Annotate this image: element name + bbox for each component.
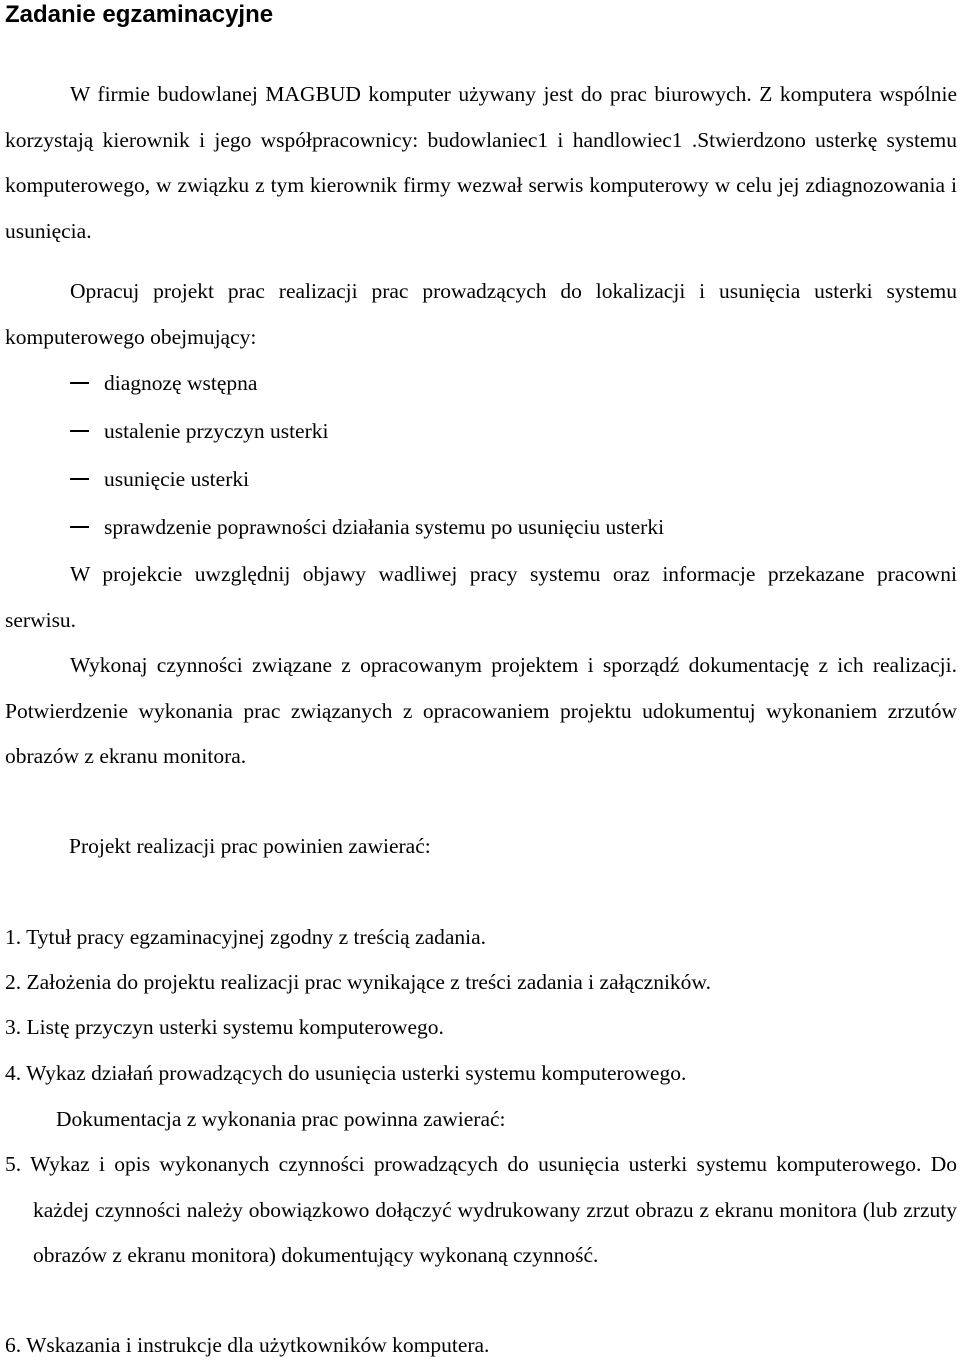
documentation-item (5, 1142, 957, 1279)
documentation-item-number: 5. (5, 1152, 22, 1176)
project-item (5, 1051, 957, 1097)
project-item-number: 1. (5, 925, 22, 949)
task-list-item-text: ustalenie przyczyn usterki (104, 419, 329, 443)
project-item-number: 4. (5, 1061, 22, 1085)
task-list-item (0, 360, 940, 406)
documentation-item-text: Wykaz i opis wykonanych czynności prowadzących do usunięcia usterki systemu komputerowego. Do każdej czynności należy obowiązkowo dołączyć wydrukowany zrzut obrazu z ekranu monitora (lub zrzuty obrazów z ekranu monitora) dokumentujący wykonaną czynność. (30, 1152, 957, 1267)
project-item-text: Założenia do projektu realizacji prac wynikające z treści zadania i załączników. (26, 970, 711, 994)
task-list-item-text: diagnozę wstępna (104, 371, 258, 395)
dash-bullet-icon (70, 382, 89, 384)
task-list-item (0, 504, 940, 550)
documentation-instruction-paragraph: Wykonaj czynności związane z opracowanym projektem i sporządź dokumentację z ich realizacji. Potwierdzenie wykonania prac związanych z opracowaniem projektu udokumentuj wykonaniem zrzutów obrazów z ekranu monitora. (5, 653, 957, 769)
documentation-item (5, 1323, 957, 1369)
documentation-item-text: Wskazania i instrukcje dla użytkowników komputera. (26, 1333, 490, 1357)
task-list-item-text: usunięcie usterki (104, 467, 250, 491)
dash-bullet-icon (70, 430, 89, 432)
project-item (5, 1005, 957, 1051)
documentation-item-number: 6. (5, 1333, 22, 1357)
intro-paragraph: W firmie budowlanej MAGBUD komputer używany jest do prac biurowych. Z komputera wspólnie korzystają kierownik i jego współpracownicy: budowlaniec1 i handlowiec1 .Stwierdzono usterkę systemu komputerowego, w związku z tym kierownik firmy wezwał serwis komputerowy w celu jej zdiagnozowania i usunięcia. (5, 82, 957, 244)
project-item-number: 2. (5, 970, 22, 994)
project-instruction-paragraph: Opracuj projekt prac realizacji prac prowadzących do lokalizacji i usunięcia usterki systemu komputerowego obejmujący: (5, 279, 957, 349)
task-list-item-text: sprawdzenie poprawności działania systemu po usunięciu usterki (104, 515, 665, 539)
symptoms-paragraph: W projekcie uwzględnij objawy wadliwej pracy systemu oraz informacje przekazane pracowni serwisu. (5, 562, 957, 632)
dash-bullet-icon (70, 526, 89, 528)
project-item-text: Listę przyczyn usterki systemu komputerowego. (26, 1015, 444, 1039)
project-heading: Projekt realizacji prac powinien zawierać: (69, 834, 431, 858)
project-item (5, 915, 957, 961)
dash-bullet-icon (70, 478, 89, 480)
project-item-text: Wykaz działań prowadzących do usunięcia usterki systemu komputerowego. (26, 1061, 687, 1085)
document-title: Zadanie egzaminacyjne (5, 1, 274, 28)
project-item (5, 960, 957, 1006)
task-list-item (0, 456, 940, 502)
project-item-number: 3. (5, 1015, 22, 1039)
task-list-item (0, 408, 940, 454)
project-item-text: Tytuł pracy egzaminacyjnej zgodny z treścią zadania. (26, 925, 487, 949)
documentation-heading: Dokumentacja z wykonania prac powinna zawierać: (56, 1107, 506, 1131)
